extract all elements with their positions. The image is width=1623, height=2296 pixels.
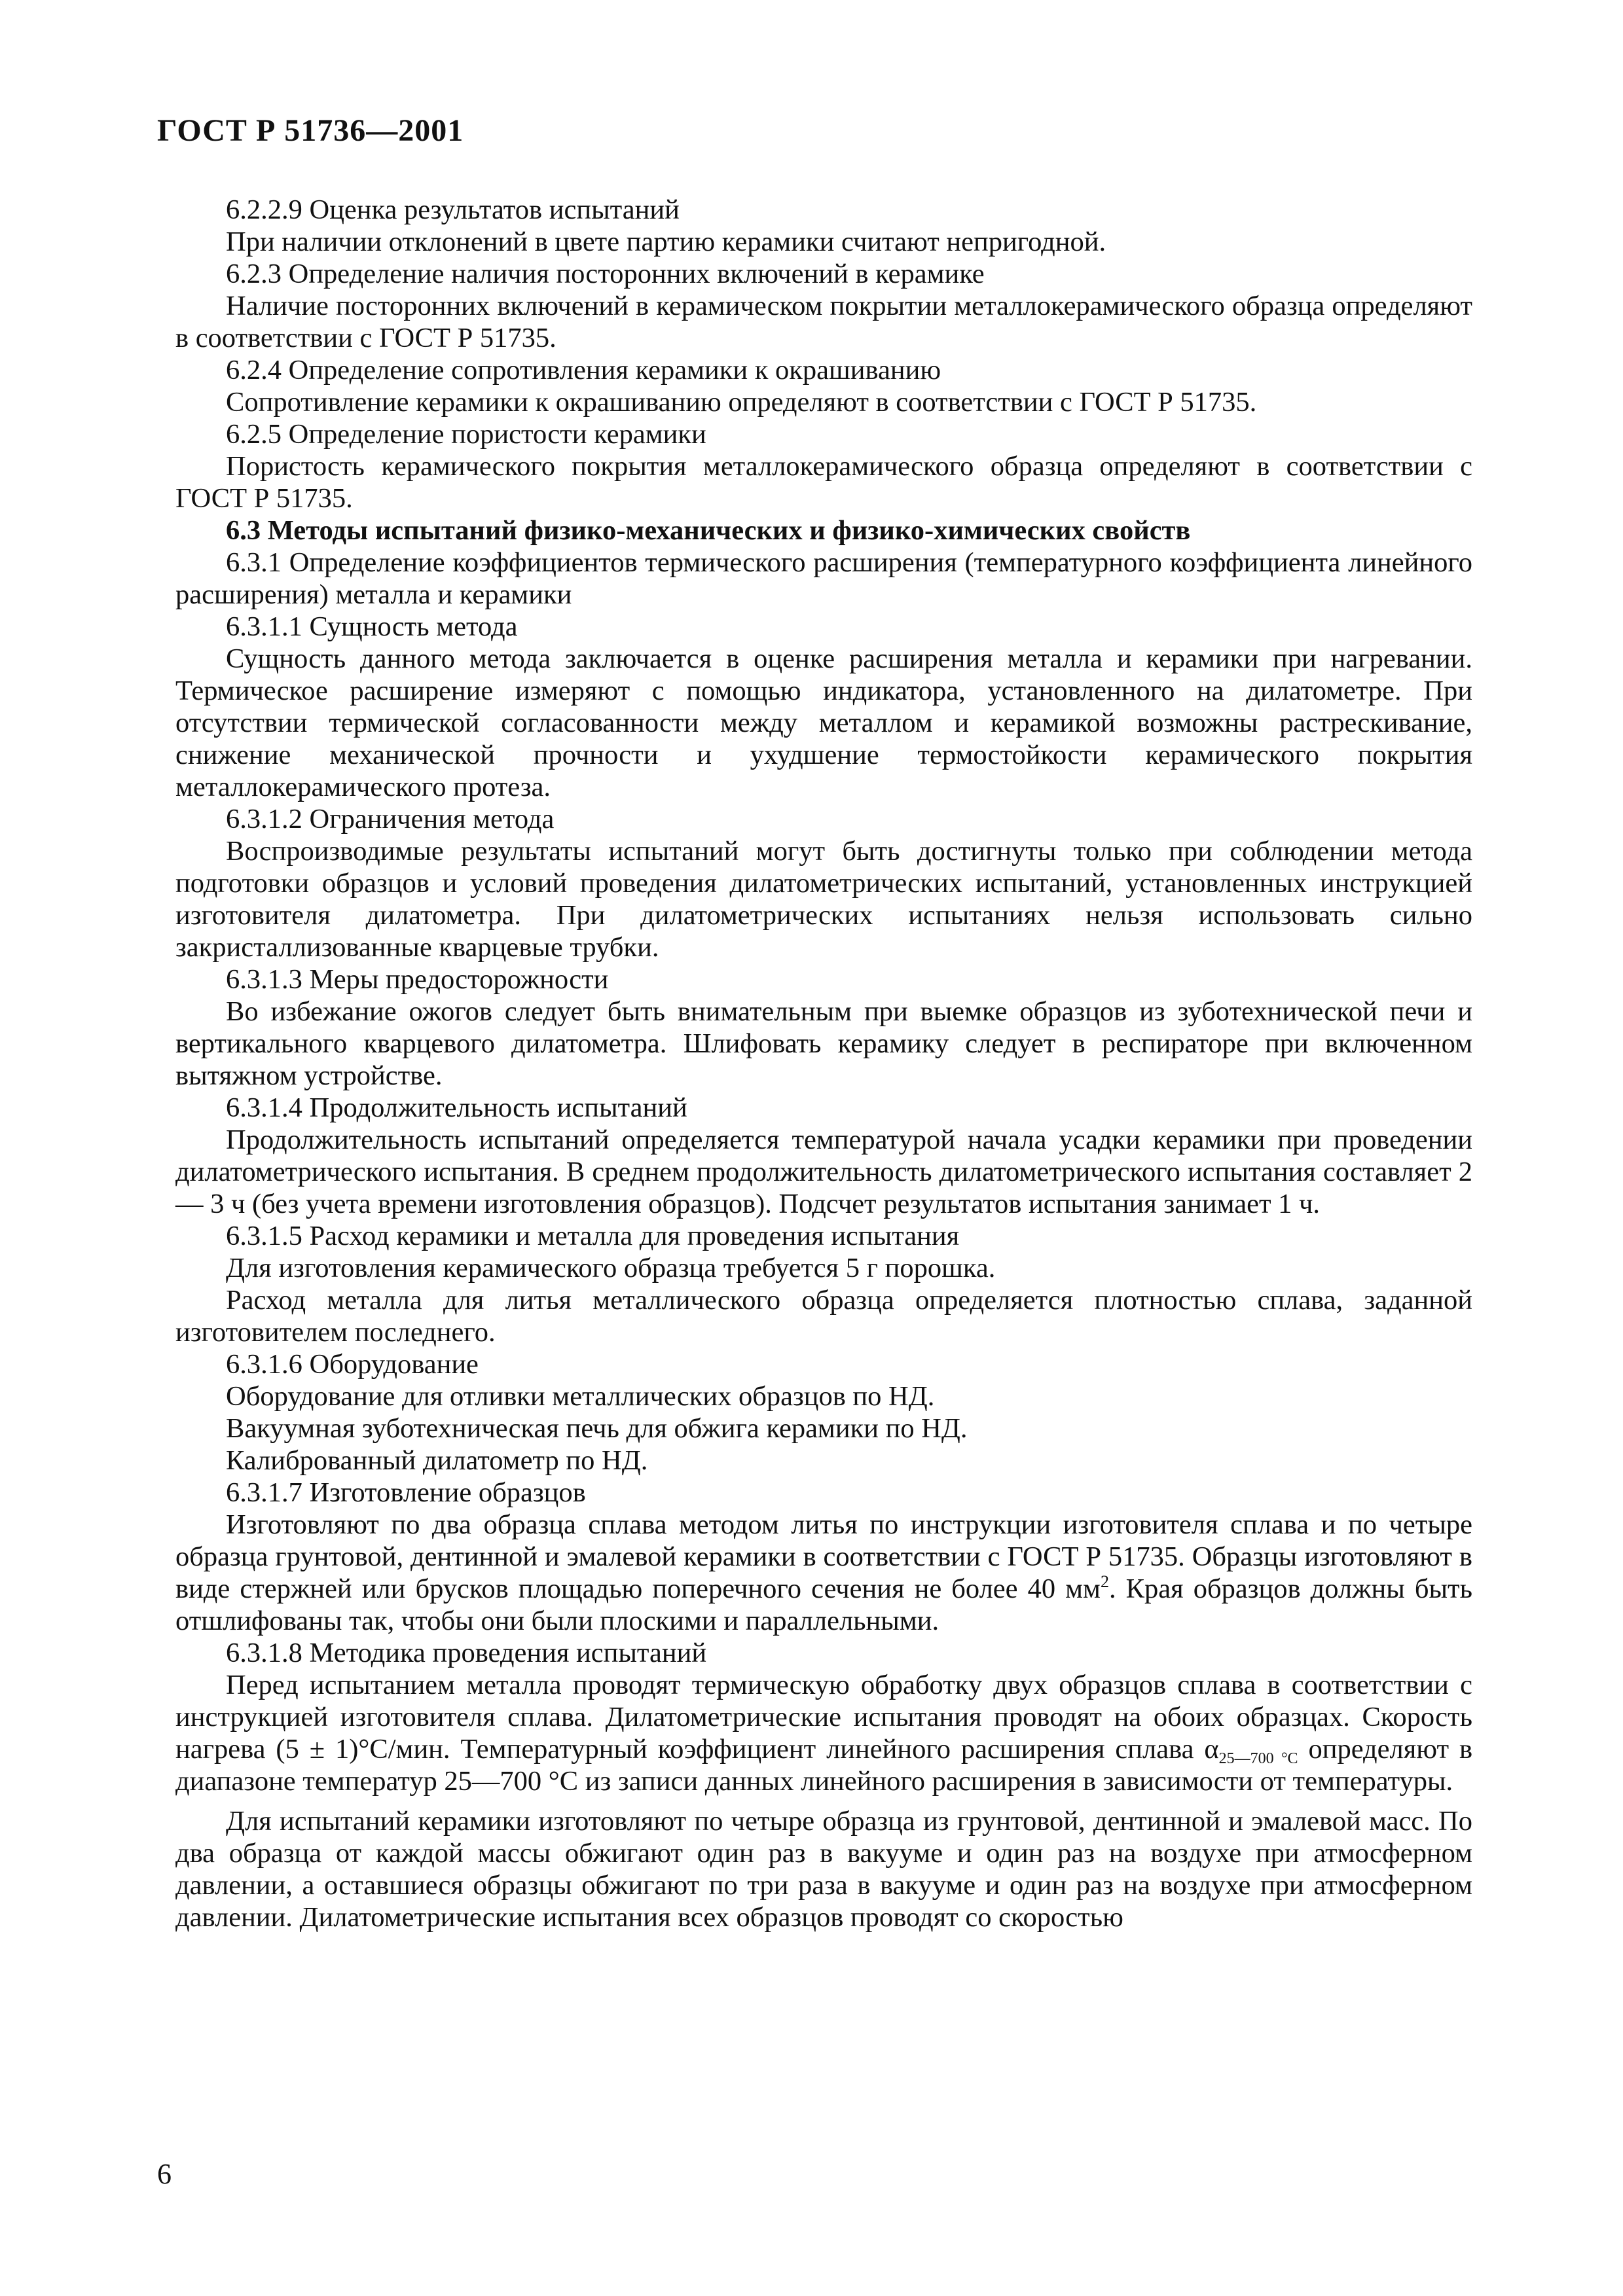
clause-heading: 6.3.1.3 Меры предосторожности bbox=[226, 964, 609, 995]
clause-heading: 6.3.1.7 Изготовление образцов bbox=[226, 1477, 586, 1508]
paragraph: Для испытаний керамики изготовляют по четыре образца из грунтовой, дентинной и эмалевой масс. По два образца от каждой массы обжигают один раз в вакууме и один раз на воздухе при атмосферном давлении, а оставшиеся образцы обжигают по три раза в вакууме и один раз на воздухе при атмосферном давлении. Дилатометрические испытания всех образцов проводят со скоростью bbox=[175, 1806, 1472, 1933]
paragraph-text: Изготовляют по два образца сплава методом литья по инструкции изготовителя сплава и по четыре образца грунтовой, дентинной и эмалевой керамики в соответствии с ГОСТ Р 51735. Образцы изготовляют в виде стержней или брусков площадью поперечного сечения не более 40 мм bbox=[175, 1509, 1472, 1604]
paragraph: Во избежание ожогов следует быть внимательным при выемке образцов из зуботехнической печи и вертикального кварцевого дилатометра. Шлифовать керамику следует в респираторе при включенном вытяжном устройстве. bbox=[175, 996, 1472, 1091]
paragraph: Воспроизводимые результаты испытаний могут быть достигнуты только при соблюдении метода подготовки образцов и условий проведения дилатометрических испытаний, установленных инструкцией изготовителя дилатометра. При дилатометрических испытаниях нельзя использовать сильно закристаллизованные кварцевые трубки. bbox=[175, 836, 1472, 963]
clause-heading: 6.3.1.2 Ограничения метода bbox=[226, 804, 555, 834]
superscript: 2 bbox=[1100, 1572, 1109, 1591]
paragraph: Сопротивление керамики к окрашиванию определяют в соответствии с ГОСТ Р 51735. bbox=[226, 387, 1257, 418]
clause-heading: 6.2.5 Определение пористости керамики bbox=[226, 419, 706, 450]
document-body bbox=[175, 194, 1472, 1933]
paragraph: Сущность данного метода заключается в оценке расширения металла и керамики при нагревании. Термическое расширение измеряют с помощью индикатора, установленного на дилатометре. При отсутствии термической согласованности между металлом и керамикой возможны растрескивание, снижение механической прочности и ухудшение термостойкости керамического покрытия металлокерамического протеза. bbox=[175, 643, 1472, 802]
clause-heading: 6.3.1.6 Оборудование bbox=[226, 1349, 479, 1380]
paragraph: Пористость керамического покрытия металлокерамического образца определяют в соответствии с ГОСТ Р 51735. bbox=[175, 451, 1472, 514]
clause-heading: 6.3.1.4 Продолжительность испытаний bbox=[226, 1092, 687, 1123]
clause-heading: 6.2.3 Определение наличия посторонних включений в керамике bbox=[226, 259, 985, 289]
standard-header: ГОСТ Р 51736—2001 bbox=[157, 113, 464, 148]
paragraph-text: . Края образцов должны быть отшлифованы так, чтобы они были плоскими и параллельными. bbox=[175, 1573, 1472, 1636]
paragraph: Расход металла для литья металлического образца определяется плотностью сплава, заданной изготовителем последнего. bbox=[175, 1285, 1472, 1348]
section-heading-text: 6.3 Методы испытаний физико-механических и физико-химических свойств bbox=[226, 515, 1191, 546]
paragraph: Вакуумная зуботехническая печь для обжига керамики по НД. bbox=[226, 1413, 968, 1444]
paragraph-text: определяют в диапазоне температур 25—700 °С из записи данных линейного расширения в зависимости от температуры. bbox=[175, 1734, 1473, 1797]
paragraph: Наличие посторонних включений в керамическом покрытии металлокерамического образца определяют в соответствии с ГОСТ Р 51735. bbox=[175, 291, 1472, 353]
paragraph-text: Перед испытанием металла проводят термическую обработку двух образцов сплава в соответствии с инструкцией изготовителя сплава. Дилатометрические испытания проводят на обоих образцах. Скорость нагрева (5 ± 1)°С/мин. Температурный коэффициент линейного расширения сплава α bbox=[175, 1670, 1472, 1765]
paragraph: Калиброванный дилатометр по НД. bbox=[226, 1445, 648, 1476]
section-heading bbox=[175, 514, 1472, 547]
paragraph bbox=[175, 1509, 1472, 1637]
paragraph: При наличии отклонений в цвете партию керамики считают непригодной. bbox=[226, 226, 1106, 257]
page-number: 6 bbox=[157, 2158, 172, 2190]
clause-heading: 6.2.4 Определение сопротивления керамики к окрашиванию bbox=[226, 355, 941, 386]
subscript: 25—700 °С bbox=[1218, 1750, 1298, 1767]
clause-heading: 6.2.2.9 Оценка результатов испытаний bbox=[226, 194, 680, 225]
paragraph: Продолжительность испытаний определяется температурой начала усадки керамики при проведении дилатометрического испытания. В среднем продолжительность дилатометрического испытания составляет 2 — 3 ч (без учета времени изготовления образцов). Подсчет результатов испытания занимает 1 ч. bbox=[175, 1124, 1472, 1219]
paragraph: Для изготовления керамического образца требуется 5 г порошка. bbox=[226, 1253, 996, 1283]
paragraph: Оборудование для отливки металлических образцов по НД. bbox=[226, 1381, 935, 1412]
paragraph bbox=[175, 1669, 1472, 1797]
clause-heading: 6.3.1 Определение коэффициентов термического расширения (температурного коэффициента линейного расширения) металла и керамики bbox=[175, 547, 1472, 610]
clause-heading: 6.3.1.5 Расход керамики и металла для проведения испытания bbox=[226, 1221, 960, 1251]
clause-heading: 6.3.1.8 Методика проведения испытаний bbox=[226, 1638, 707, 1668]
clause-heading: 6.3.1.1 Сущность метода bbox=[226, 611, 518, 642]
